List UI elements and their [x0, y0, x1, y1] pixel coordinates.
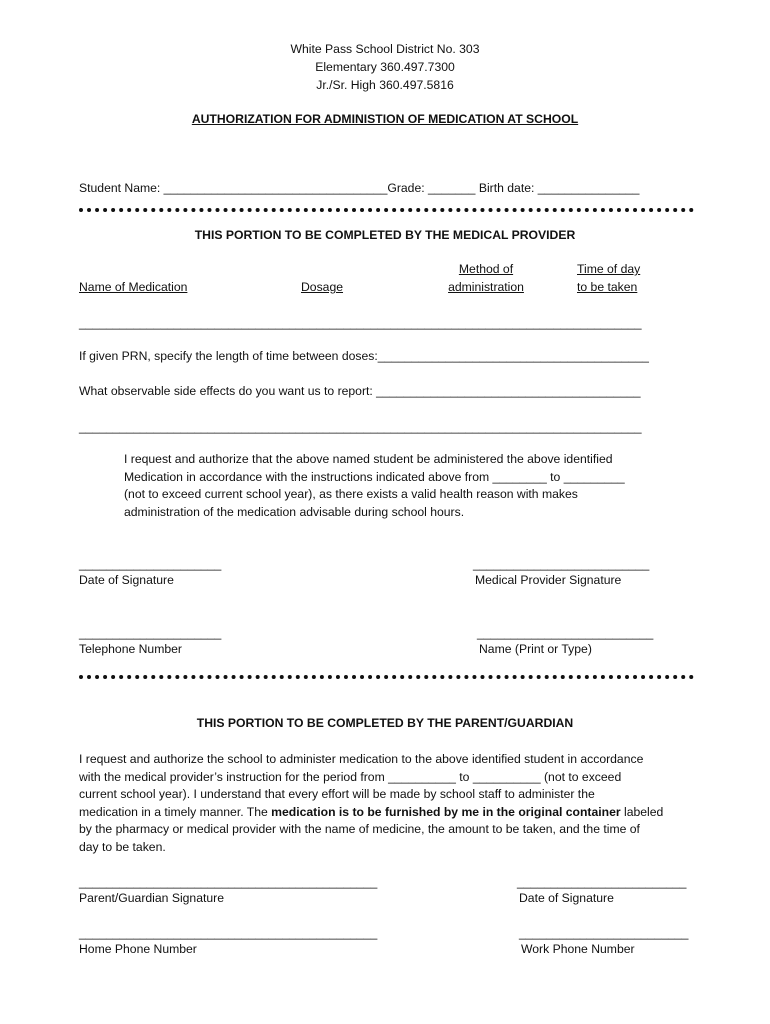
provider-authorization-paragraph [124, 451, 625, 521]
parent-signature-blank[interactable]: ____________________________________________ [79, 875, 378, 889]
dotted-divider-1 [79, 208, 694, 212]
elementary-phone: Elementary 360.497.7300 [315, 60, 455, 74]
provider-para-line: administration of the medication advisable during school hours. [124, 504, 465, 519]
parent-section-heading: THIS PORTION TO BE COMPLETED BY THE PARENT/GUARDIAN [196, 716, 574, 730]
parent-para-text: medication in a timely manner. The [79, 804, 272, 819]
date-of-signature-blank[interactable]: _____________________ [79, 557, 222, 571]
parent-date-blank[interactable]: _________________________ [517, 875, 687, 889]
dotted-divider-2 [79, 675, 694, 679]
col-time-line-2: to be taken [577, 280, 638, 294]
provider-name-label: Name (Print or Type) [479, 642, 592, 656]
provider-para-line: Medication in accordance with the instructions indicated above from ________ to _________ [124, 469, 625, 484]
parent-para-line: day to be taken. [79, 839, 166, 854]
col-dosage: Dosage [301, 280, 344, 294]
parent-para-line: by the pharmacy or medical provider with the name of medicine, the amount to be taken, and the time of [79, 822, 640, 836]
telephone-number-label: Telephone Number [79, 642, 182, 656]
parent-signature-label: Parent/Guardian Signature [79, 891, 224, 905]
district-name: White Pass School District No. 303 [290, 42, 480, 56]
parent-authorization-paragraph [79, 751, 663, 856]
medication-entry-line[interactable]: ___________________________________________________________________________________ [79, 316, 642, 330]
date-of-signature-label: Date of Signature [79, 573, 174, 587]
provider-para-line: (not to exceed current school year), as there exists a valid health reason with makes [124, 487, 578, 501]
col-name-of-medication: Name of Medication [79, 280, 188, 294]
parent-para-line [79, 804, 663, 822]
furnish-container-emphasis: medication is to be furnished by me in the original container [271, 804, 621, 819]
provider-para-line: I request and authorize that the above named student be administered the above identified [124, 452, 613, 466]
work-phone-blank[interactable]: _________________________ [519, 926, 689, 940]
col-method-line-2: administration [448, 280, 524, 294]
home-phone-blank[interactable]: ____________________________________________ [79, 926, 378, 940]
parent-para-line: with the medical provider’s instruction for the period from __________ to __________ (not to exceed [79, 769, 622, 784]
medical-provider-signature-label: Medical Provider Signature [475, 573, 622, 587]
provider-section-heading: THIS PORTION TO BE COMPLETED BY THE MEDICAL PROVIDER [194, 228, 576, 242]
parent-para-line: current school year). I understand that every effort will be made by school staff to administer the [79, 787, 595, 801]
medical-provider-signature-blank[interactable]: __________________________ [473, 557, 650, 571]
parent-date-label: Date of Signature [519, 891, 614, 905]
parent-para-text: labeled [620, 804, 664, 819]
additional-entry-line[interactable]: ___________________________________________________________________________________ [79, 420, 642, 434]
telephone-number-blank[interactable]: _____________________ [79, 626, 222, 640]
provider-name-blank[interactable]: __________________________ [477, 626, 654, 640]
form-title: AUTHORIZATION FOR ADMINISTION OF MEDICATION AT SCHOOL [191, 112, 579, 126]
col-time-line-1: Time of day [577, 262, 641, 276]
student-info-line[interactable]: Student Name: _________________________________Grade: _______ Birth date: _______________ [79, 181, 640, 195]
high-school-phone: Jr./Sr. High 360.497.5816 [316, 78, 454, 92]
side-effects-line[interactable]: What observable side effects do you want us to report: _______________________________________ [79, 384, 641, 398]
parent-para-line: I request and authorize the school to administer medication to the above identified student in accordance [79, 752, 644, 766]
home-phone-label: Home Phone Number [79, 942, 197, 956]
col-method-line-1: Method of [458, 262, 514, 276]
prn-interval-line[interactable]: If given PRN, specify the length of time between doses:________________________________________ [79, 349, 649, 363]
work-phone-label: Work Phone Number [521, 942, 635, 956]
